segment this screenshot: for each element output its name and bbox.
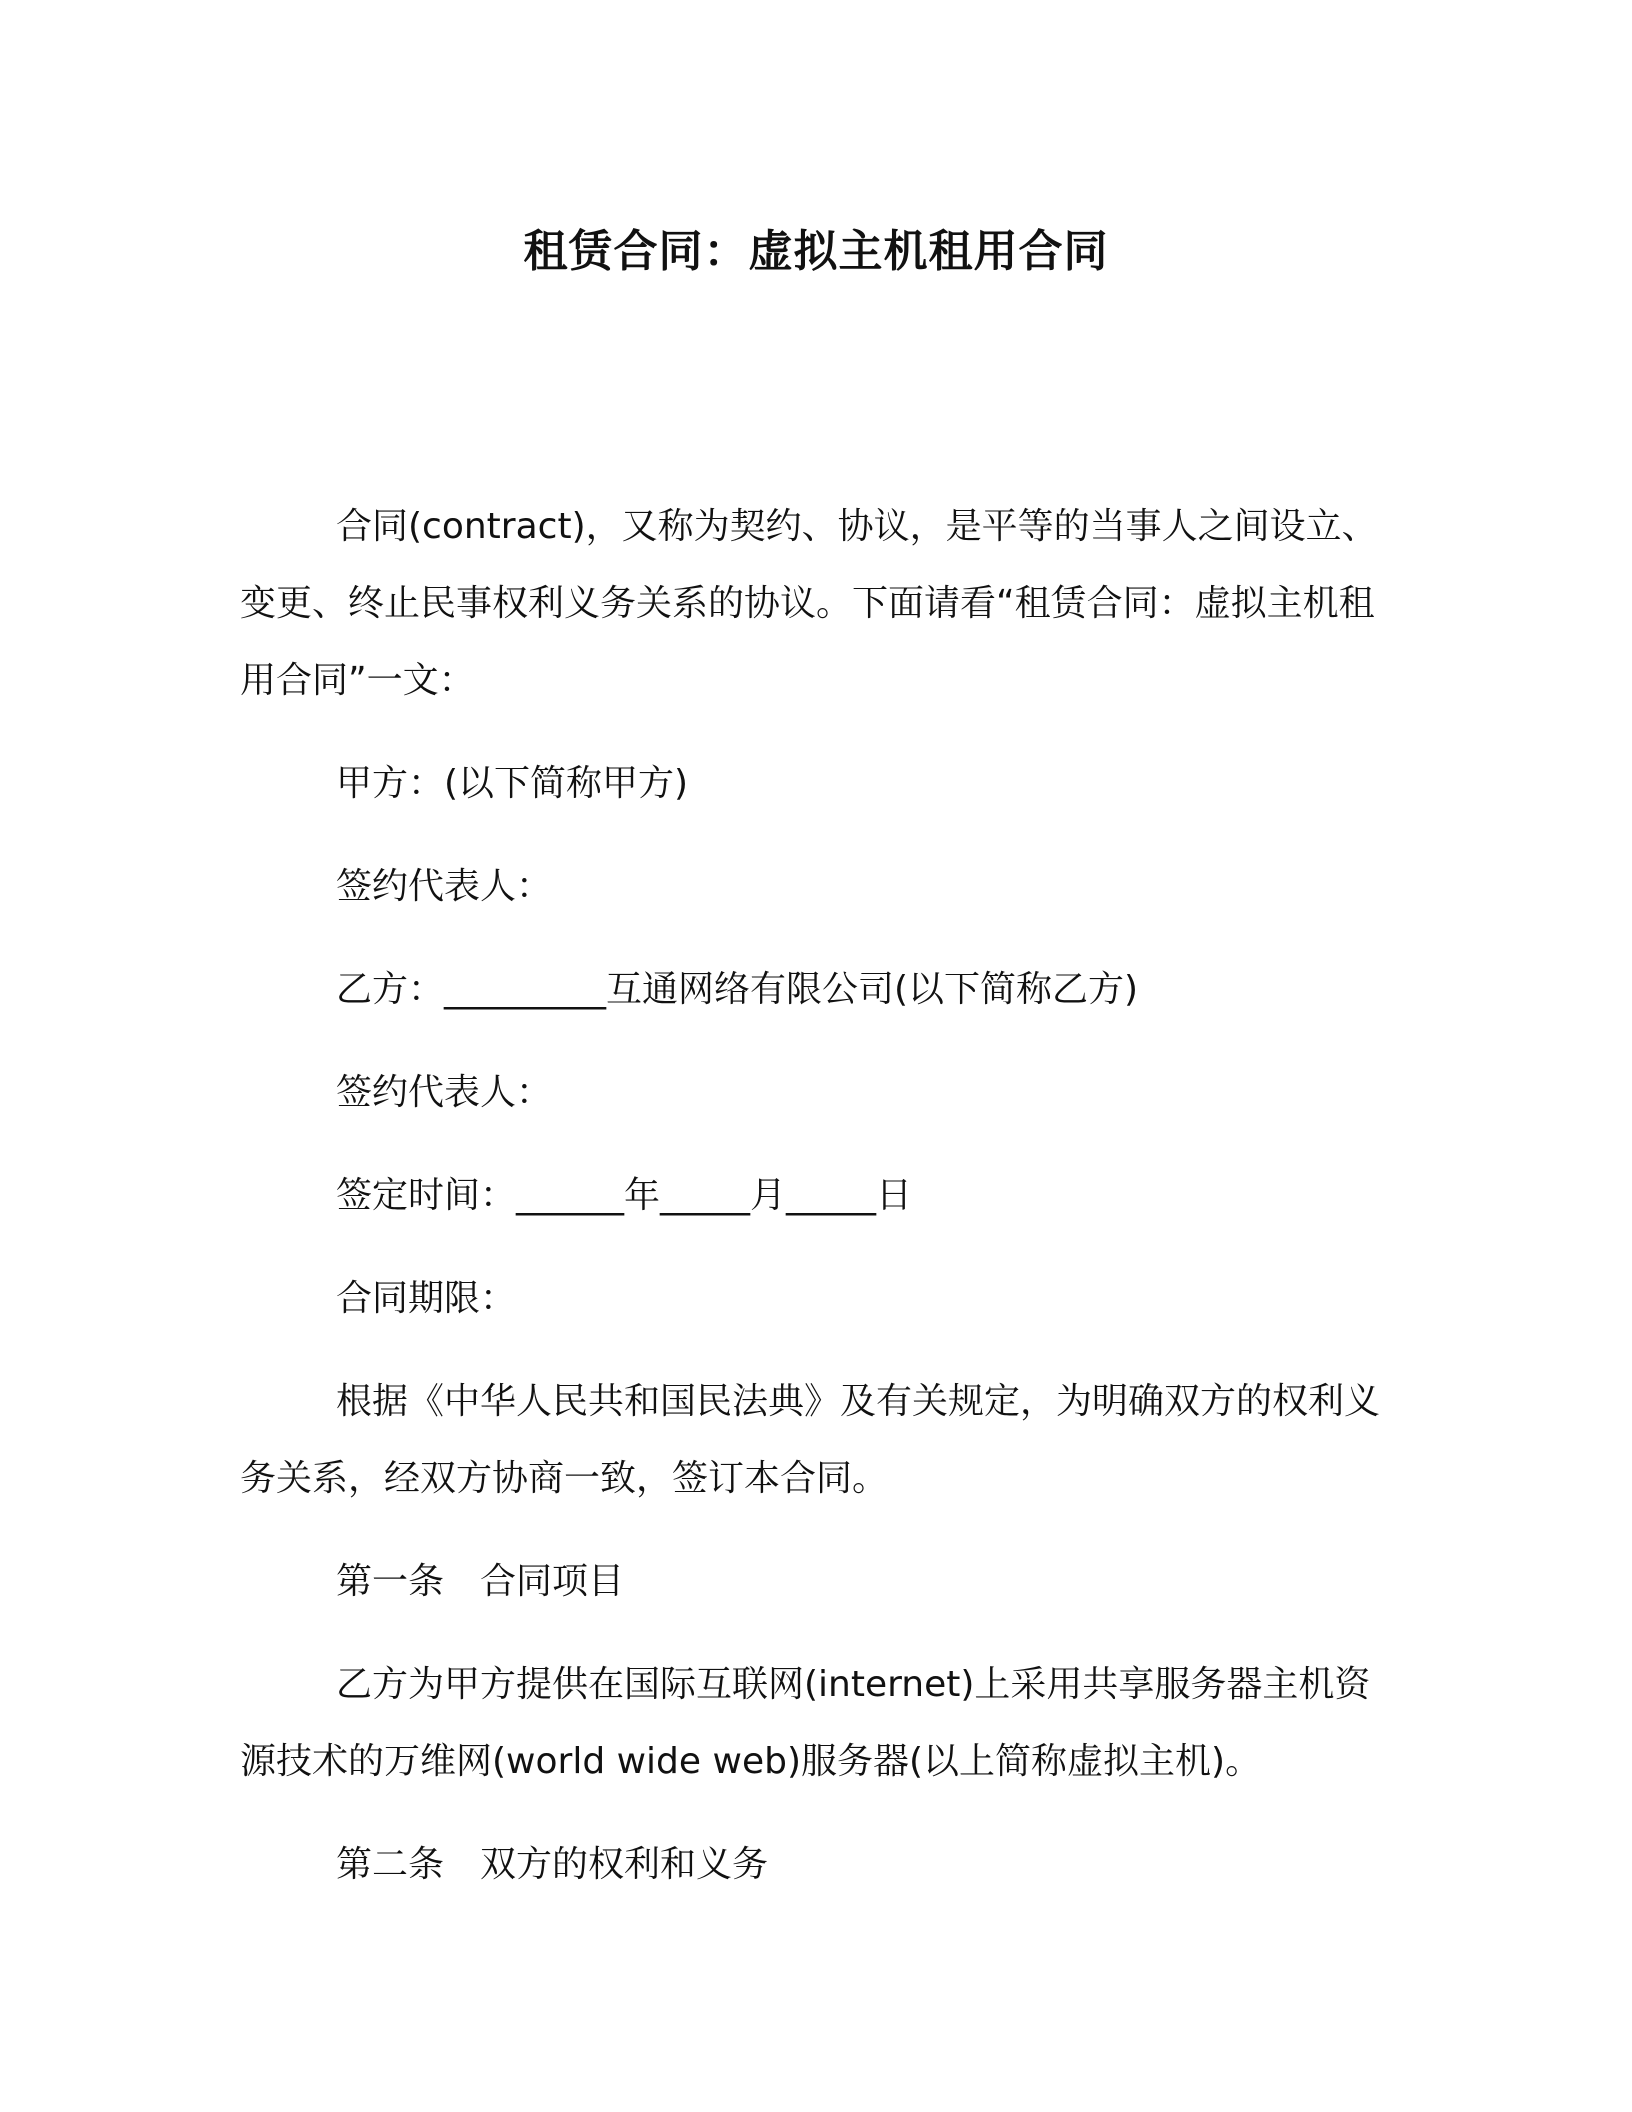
party-a-representative-line: 签约代表人： <box>336 866 553 907</box>
party-b-representative-line: 签约代表人： <box>336 1072 553 1113</box>
contract-term-line: 合同期限： <box>336 1278 517 1319</box>
article-one-heading: 第一条 合同项目 <box>336 1561 625 1602</box>
party-a-line: 甲方：(以下简称甲方) <box>336 763 689 804</box>
article-two-heading: 第二条 双方的权利和义务 <box>336 1844 769 1885</box>
signing-date-line: 签定时间：______年_____月_____日 <box>336 1175 913 1216</box>
article-one-paragraph: 乙方为甲方提供在国际互联网(internet)上采用共享服务器主机资源技术的万维网(world wide web)服务器(以上简称虚拟主机)。 <box>240 1664 1371 1782</box>
intro-paragraph: 合同(contract)，又称为契约、协议，是平等的当事人之间设立、变更、终止民事权利义务关系的协议。下面请看“租赁合同：虚拟主机租用合同”一文： <box>240 506 1378 701</box>
legal-basis-paragraph: 根据《中华人民共和国民法典》及有关规定，为明确双方的权利义务关系，经双方协商一致，签订本合同。 <box>240 1381 1381 1499</box>
party-b-line: 乙方：_________互通网络有限公司(以下简称乙方) <box>336 969 1139 1010</box>
document-body <box>240 488 1400 1929</box>
document-title: 租赁合同：虚拟主机租用合同 <box>523 226 1109 277</box>
